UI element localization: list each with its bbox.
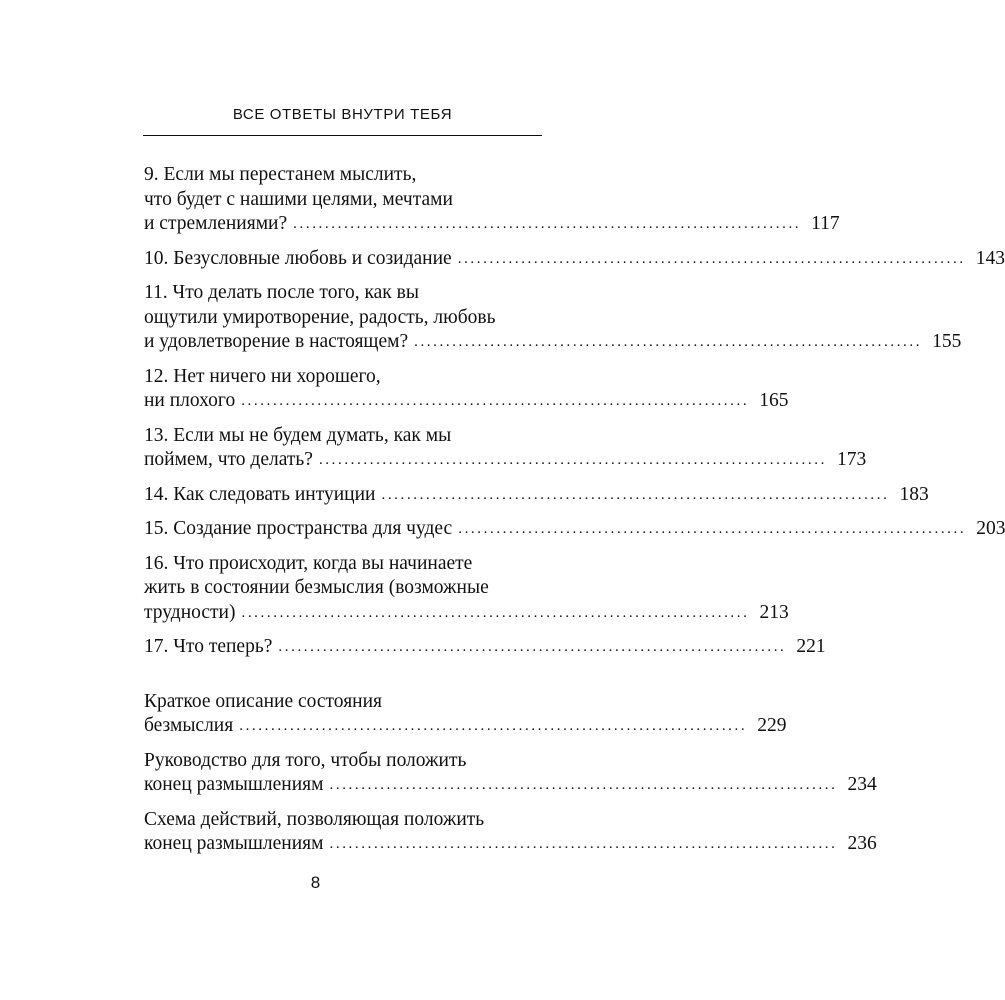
toc-entry[interactable] [144, 552, 789, 626]
leader-dots: ................................................................................ [457, 250, 966, 267]
toc-entry-text: и удовлетворение в настоящем? [144, 331, 409, 352]
toc-entry-text: жить в состоянии безмыслия (возможные [144, 577, 489, 598]
toc-entry-text: 14. Как следовать интуиции [144, 483, 376, 505]
leader-dots: ................................................................................ [318, 452, 827, 468]
leader-dots: ................................................................................ [241, 604, 750, 621]
leader-dots: ................................................................................ [329, 777, 838, 793]
toc-entry-text: ощутили умиротворение, радость, любовь [144, 306, 496, 328]
toc-entry-text: 12. Нет ничего ни хорошего, [144, 365, 381, 387]
toc-entry[interactable] [144, 690, 787, 739]
toc-entry-text: 17. Что теперь? [144, 636, 273, 657]
toc-page-number: 213 [759, 601, 789, 623]
toc-entry[interactable] [144, 517, 1005, 542]
toc-page-number: 155 [932, 331, 962, 352]
toc-entry-text: что будет с нашими целями, мечтами [144, 188, 453, 210]
toc-entry-text: Краткое описание состояния [144, 690, 382, 712]
toc-entry-text: 9. Если мы перестанем мыслить, [144, 164, 417, 185]
toc-entry-text: 11. Что делать после того, как вы [144, 282, 419, 303]
toc-entry[interactable] [144, 483, 929, 508]
toc-entry[interactable] [144, 424, 867, 473]
leader-dots: ................................................................................ [239, 718, 748, 734]
toc-entry-text: конец размышлениям [144, 833, 324, 854]
leader-dots: ................................................................................ [414, 334, 923, 350]
toc-entry-text: ни плохого [144, 390, 236, 411]
toc-entry-text: Схема действий, позволяющая положить [144, 808, 485, 830]
toc-entry[interactable] [144, 247, 1005, 272]
leader-dots: ................................................................................ [381, 486, 890, 503]
page-number: 8 [310, 873, 321, 892]
toc-entry-text: 15. Создание пространства для чудес [144, 518, 453, 539]
toc-entry-text: трудности) [144, 601, 236, 623]
toc-entry-text: и стремлениями? [144, 213, 288, 234]
toc-page-number: 236 [847, 833, 877, 854]
toc-entry[interactable] [144, 635, 826, 660]
toc-entry[interactable] [144, 163, 840, 237]
toc-page-number: 173 [836, 449, 867, 470]
toc-entry-text: конец размышлениям [144, 774, 324, 795]
leader-dots: ................................................................................ [458, 521, 967, 537]
toc-entry-text: поймем, что делать? [144, 449, 313, 470]
toc-entry-text: 13. Если мы не будем думать, как мы [144, 424, 452, 446]
toc-page-number: 229 [757, 715, 787, 736]
toc-entry-text: 16. Что происходит, когда вы начинаете [144, 552, 473, 574]
toc-entry[interactable] [144, 749, 877, 798]
running-head: ВСЕ ОТВЕТЫ ВНУТРИ ТЕБЯ [232, 106, 453, 123]
toc-entry[interactable] [144, 281, 962, 355]
leader-dots: ................................................................................ [278, 639, 787, 655]
leader-dots: ................................................................................ [329, 836, 838, 852]
leader-dots: ................................................................................ [293, 216, 802, 232]
table-of-contents [144, 163, 1005, 857]
toc-entry-text: 10. Безусловные любовь и созидание [144, 247, 452, 269]
toc-page-number: 143 [975, 247, 1005, 269]
leader-dots: ................................................................................ [241, 393, 750, 409]
toc-entry-text: безмыслия [144, 715, 234, 736]
toc-page-number: 183 [899, 483, 929, 505]
toc-entry[interactable] [144, 808, 877, 857]
toc-page-number: 234 [847, 774, 877, 795]
toc-page-number: 165 [759, 390, 789, 411]
header-rule [143, 135, 542, 136]
toc-entry-text: Руководство для того, чтобы положить [144, 749, 467, 771]
toc-page-number: 221 [796, 636, 826, 657]
toc-entry[interactable] [144, 365, 789, 414]
toc-page-number: 203 [976, 518, 1005, 539]
toc-page-number: 117 [811, 213, 840, 234]
